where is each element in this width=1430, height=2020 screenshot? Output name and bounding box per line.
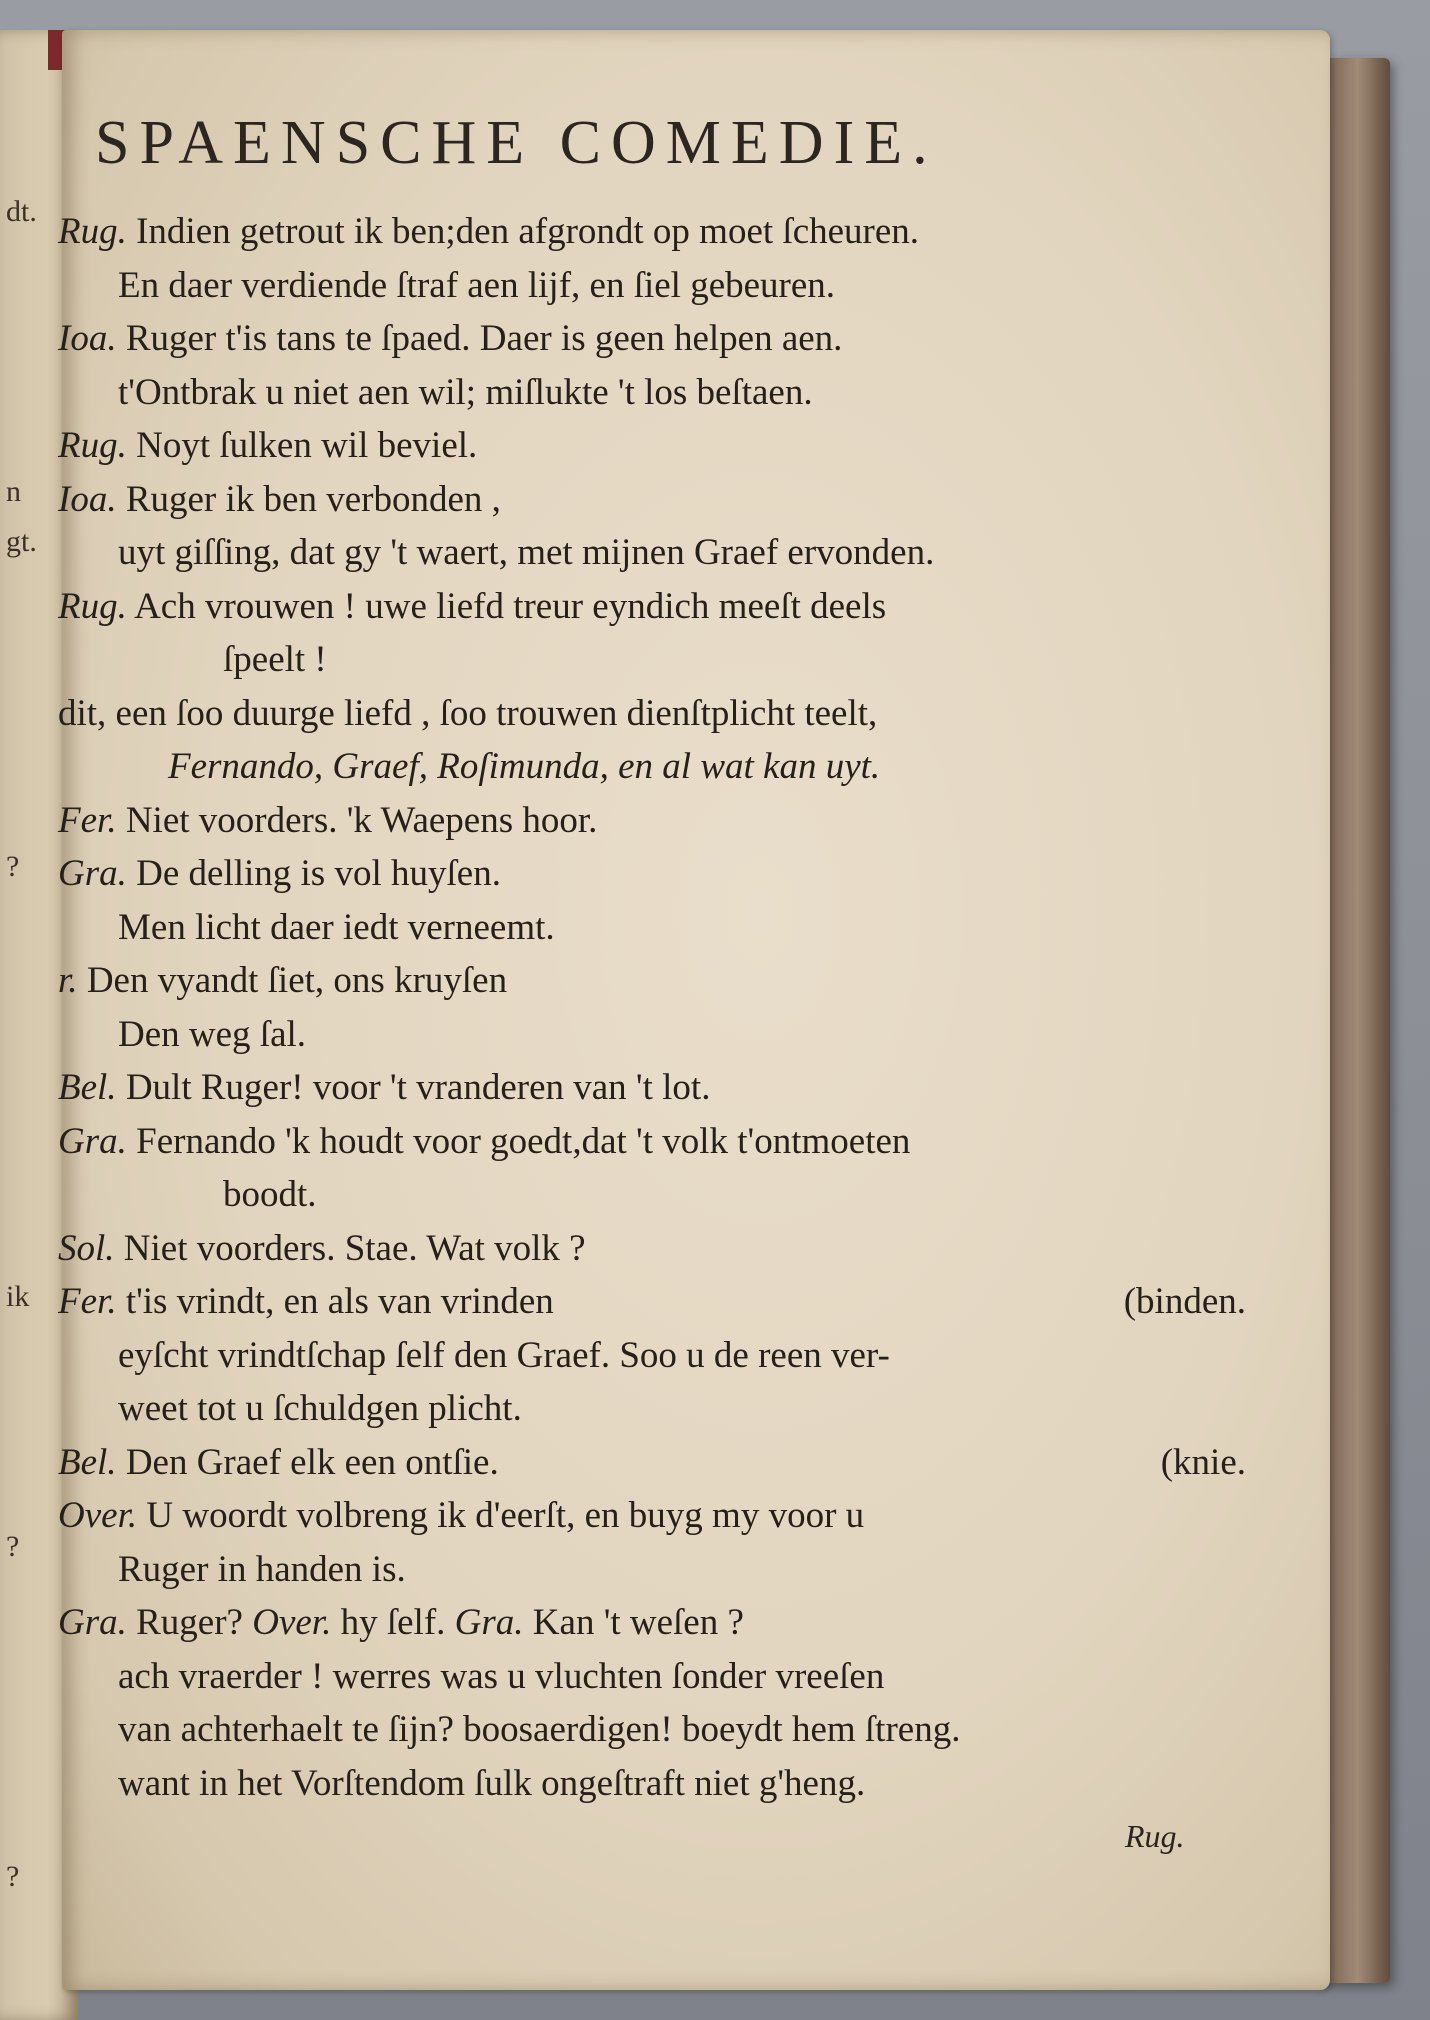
speaker-name: Gra.: [454, 1602, 524, 1643]
speaker-name: Gra.: [58, 853, 127, 894]
line-text: Indien getrout ik ben;den afgrondt op moet ſcheuren.: [136, 211, 920, 252]
line-text: Den vyandt ſiet, ons kruyſen: [86, 960, 508, 1001]
speaker-name: Bel.: [58, 1067, 117, 1108]
text-line: [58, 1168, 1258, 1222]
text-line: [58, 1543, 1258, 1597]
speaker-name: Rug.: [58, 211, 127, 252]
line-text: Ach vrouwen ! uwe liefd treur eyndich meeſt deels: [134, 585, 887, 627]
speaker-name: Fer.: [58, 799, 117, 841]
text-line: [58, 1703, 1258, 1757]
speaker-name: Gra.: [58, 1602, 127, 1643]
text-line: [58, 1061, 1258, 1115]
line-text: Fernando, Graef, Roſimunda, en al wat kan uyt.: [168, 746, 881, 787]
line-text: En daer verdiende ſtraf aen lijf, en ſiel gebeuren.: [118, 264, 836, 306]
text-line: [58, 1596, 1258, 1650]
speaker-name: Over.: [58, 1495, 138, 1536]
speaker-name: Over.: [252, 1602, 332, 1643]
catchword: Rug.: [1125, 1818, 1185, 1854]
line-text: Dult Ruger! voor 't vranderen van 't lot.: [125, 1067, 711, 1108]
line-text: Ruger t'is tans te ſpaed. Daer is geen helpen aen.: [125, 318, 843, 359]
left-page-fragment: n: [6, 475, 21, 508]
text-line: [58, 1275, 1258, 1329]
text-line: [58, 205, 1258, 259]
line-text: Niet voorders. 'k Waepens hoor.: [125, 799, 598, 841]
speaker-name: Fer.: [58, 1281, 117, 1322]
line-text: Den Graef elk een ontſie.: [125, 1441, 499, 1483]
play-text: [58, 205, 1258, 1810]
line-text: boodt.: [223, 1174, 317, 1215]
line-text: Men licht daer iedt verneemt.: [118, 906, 555, 948]
text-line: [58, 633, 1258, 687]
line-text: ſpeelt !: [223, 639, 327, 680]
line-text: Ruger ik ben verbonden ,: [125, 478, 501, 520]
text-line: [58, 1222, 1258, 1276]
line-text: ach vraerder ! werres was u vluchten ſonder vreeſen: [118, 1655, 885, 1697]
page-header: SPAENSCHE COMEDIE.: [95, 109, 938, 177]
line-text: Ruger?: [136, 1602, 243, 1643]
line-text: U woordt volbreng ik d'eerſt, en buyg my voor u: [146, 1495, 865, 1536]
text-line: [58, 847, 1258, 901]
line-text: eyſcht vrindtſchap ſelf den Graef. Soo u de reen ver-: [118, 1334, 890, 1376]
line-text: hy ſelf.: [340, 1602, 446, 1643]
speaker-name: Rug.: [58, 585, 127, 627]
speaker-name: Ioa.: [58, 318, 117, 359]
left-page-fragment: ik: [6, 1280, 30, 1313]
left-page-fragment: ?: [6, 850, 20, 883]
line-text: van achterhaelt te ſijn? boosaerdigen! boeydt hem ſtreng.: [118, 1709, 961, 1750]
text-line: [58, 366, 1258, 420]
text-line: [58, 312, 1258, 366]
text-line: [58, 1115, 1258, 1169]
line-text: Fernando 'k houdt voor goedt,dat 't volk t'ontmoeten: [136, 1120, 911, 1162]
text-line: [58, 687, 1258, 741]
line-text: Niet voorders. Stae. Wat volk ?: [123, 1227, 586, 1269]
left-page-fragment: ?: [6, 1530, 20, 1563]
text-line: [58, 1329, 1258, 1383]
speaker-name: Rug.: [58, 425, 127, 466]
text-line: [58, 473, 1258, 527]
speaker-name: Bel.: [58, 1441, 117, 1483]
text-line: [58, 580, 1258, 634]
text-line: [58, 419, 1258, 473]
text-line: [58, 901, 1258, 955]
text-line: [58, 1382, 1258, 1436]
line-text: t'Ontbrak u niet aen wil; miſlukte 't los beſtaen.: [118, 371, 813, 413]
left-page-fragment: dt.: [6, 195, 37, 228]
text-line: [58, 526, 1258, 580]
speaker-name: Sol.: [58, 1227, 115, 1269]
line-text: Noyt ſulken wil beviel.: [136, 425, 478, 466]
runover-text: (knie.: [1160, 1441, 1246, 1483]
line-text: Ruger in handen is.: [118, 1548, 406, 1590]
left-page-fragment: ?: [6, 1860, 20, 1893]
speaker-name: r.: [58, 960, 78, 1001]
speaker-name: Ioa.: [58, 478, 117, 520]
line-text: Kan 't weſen ?: [532, 1602, 744, 1643]
line-text: Den weg ſal.: [118, 1013, 307, 1055]
text-line: [58, 740, 1258, 794]
text-line: [58, 1650, 1258, 1704]
text-line: [58, 1436, 1258, 1490]
runover-text: (binden.: [1123, 1281, 1246, 1322]
text-line: [58, 1489, 1258, 1543]
line-text: De delling is vol huyſen.: [136, 853, 501, 894]
line-text: dit, een ſoo duurge liefd , ſoo trouwen dienſtplicht teelt,: [58, 692, 878, 734]
line-text: weet tot u ſchuldgen plicht.: [118, 1388, 522, 1429]
text-line: [58, 259, 1258, 313]
text-line: [58, 794, 1258, 848]
text-line: [58, 1008, 1258, 1062]
line-text: t'is vrindt, en als van vrinden: [125, 1281, 554, 1322]
line-text: uyt giſſing, dat gy 't waert, met mijnen Graef ervonden.: [118, 532, 935, 573]
text-line: [58, 954, 1258, 1008]
left-page-fragment: gt.: [6, 525, 37, 558]
speaker-name: Gra.: [58, 1120, 127, 1162]
line-text: want in het Vorſtendom ſulk ongeſtraft niet g'heng.: [118, 1762, 866, 1804]
text-line: [58, 1757, 1258, 1811]
